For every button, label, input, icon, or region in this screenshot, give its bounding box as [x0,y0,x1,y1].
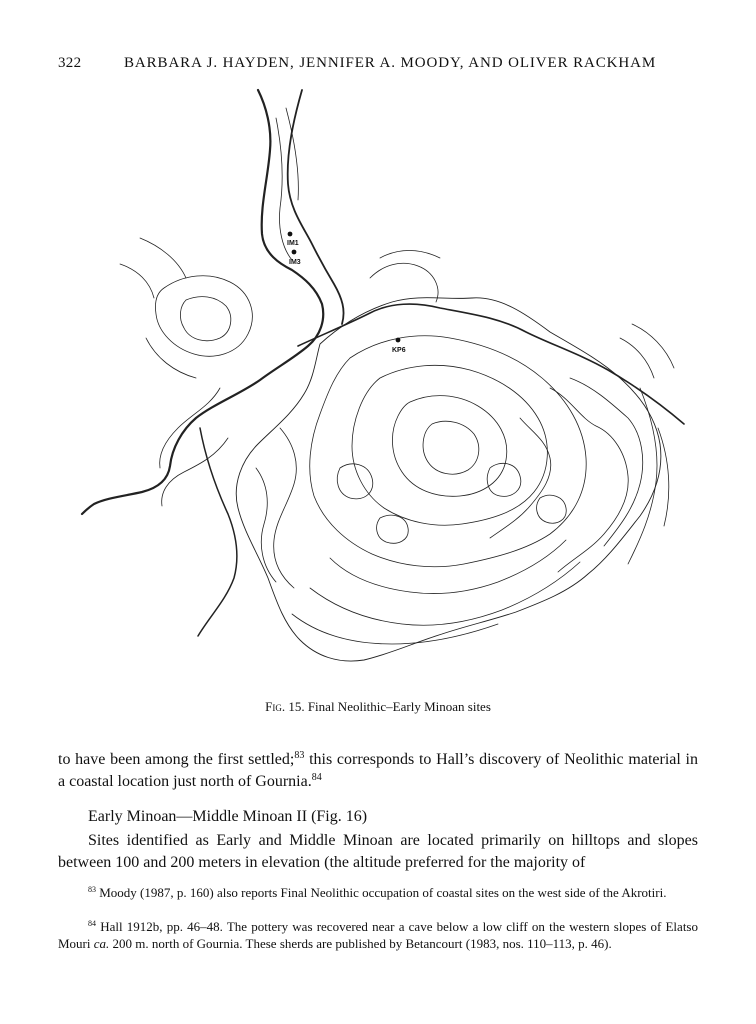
paragraph-1-text-a: to have been among the first settled; [58,751,295,768]
running-head: BARBARA J. HAYDEN, JENNIFER A. MOODY, AND OLIVER RACKHAM [124,55,657,71]
paragraph-1 [58,749,698,793]
paragraph-2: Sites identified as Early and Middle Minoan are located primarily on hilltops and slopes between 100 and 200 meters in elevation (the altitude preferred for the majority of [58,832,698,871]
note-ref-84: 84 [311,772,322,783]
footnote-number: 83 [88,885,96,894]
footnote-83 [58,884,698,901]
site-label-kp6: KP6 [392,347,406,354]
footnote-text-a: Hall 1912b, pp. 46–48. The pottery was recovered near a cave below a low cliff on the western slopes of Elatso Mouri [58,919,698,951]
footnote-text-ca: ca. [93,936,110,951]
page-header [58,55,698,79]
footnote-text: Moody (1987, p. 160) also reports Final Neolithic occupation of coastal sites on the west side of the Akrotiri. [96,885,667,900]
figure-caption [0,699,756,715]
section-heading: Early Minoan—Middle Minoan II (Fig. 16) [88,808,368,825]
site-marker-im1 [288,232,293,237]
contour-map-figure [80,88,690,690]
page-number: 322 [58,55,82,71]
site-label-im1: IM1 [287,240,299,247]
river [288,90,344,324]
contour-map [80,88,690,690]
site-label-im3: IM3 [289,259,301,266]
note-ref-83: 83 [294,750,305,761]
footnote-number: 84 [88,919,96,928]
footnote-84 [58,918,698,952]
caption-text: 15. Final Neolithic–Early Minoan sites [285,699,491,714]
road-south [198,428,237,636]
caption-prefix: Fig. [265,699,286,714]
site-marker-kp6 [396,338,401,343]
footnote-text-b: 200 m. north of Gournia. These sherds are published by Betancourt (1983, nos. 110–113, p. 46). [109,936,612,951]
road [298,304,684,424]
coastline [82,90,323,514]
site-marker-im3 [292,250,297,255]
paragraph-1-text-b: this corresponds to Hall’s discovery of Neolithic material in a coastal location just north of Gournia. [58,751,698,790]
